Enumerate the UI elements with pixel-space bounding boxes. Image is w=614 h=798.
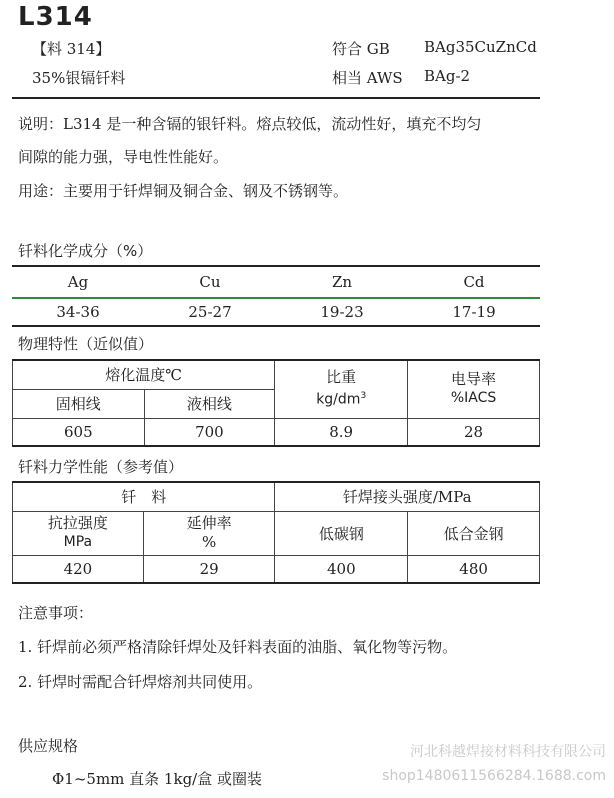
mechanical-table: [12, 481, 540, 584]
watermark-shop: shop1480611566284.1688.com: [382, 768, 606, 784]
composition-value-zn: 19-23: [276, 298, 408, 326]
liquidus-value: 700: [144, 418, 275, 446]
solidus-header: 固相线: [13, 389, 145, 418]
supply-heading: 供应规格: [18, 737, 79, 755]
conductivity-header: [408, 360, 540, 418]
header-divider: [12, 97, 540, 99]
density-header: [275, 360, 408, 418]
composition-header-zn: Zn: [276, 266, 408, 298]
composition-header-ag: Ag: [12, 266, 144, 298]
gb-value: BAg35CuZnCd: [424, 38, 537, 56]
note-item-1: 1. 钎焊前必须严格清除钎焊处及钎料表面的油脂、氧化物等污物。: [18, 638, 458, 656]
composition-heading: 钎料化学成分（%）: [18, 242, 153, 260]
melt-temp-header: 熔化温度℃: [13, 360, 275, 389]
composition-header-cd: Cd: [408, 266, 540, 298]
solidus-value: 605: [13, 418, 145, 446]
usage-text: 用途：主要用于钎焊铜及铜合金、钢及不锈钢等。: [18, 182, 349, 200]
composition-value-cd: 17-19: [408, 298, 540, 326]
product-code: 【料 314】: [32, 40, 111, 58]
joint-strength-header: 钎焊接头强度/MPa: [275, 482, 540, 511]
tensile-label: 抗拉强度: [47, 514, 108, 532]
tensile-header: [13, 511, 144, 555]
low-alloy-value: 480: [408, 555, 540, 583]
filler-header: 钎 料: [13, 482, 275, 511]
elongation-unit: %: [201, 533, 217, 551]
density-value: 8.9: [275, 418, 408, 446]
physical-heading: 物理特性（近似值）: [18, 335, 154, 353]
density-label: 比重: [326, 368, 357, 387]
product-name: 35%银镉钎料: [32, 69, 126, 87]
tensile-value: 420: [13, 555, 144, 583]
product-title: L314: [18, 2, 93, 32]
low-alloy-header: 低合金钢: [408, 511, 540, 555]
composition-header-cu: Cu: [144, 266, 276, 298]
supply-spec: Φ1~5mm 直条 1kg/盒 或圈装: [52, 770, 262, 788]
gb-label: 符合 GB: [332, 40, 390, 58]
composition-table: [12, 265, 540, 327]
physical-table: [12, 359, 540, 447]
elongation-header: [143, 511, 275, 555]
liquidus-header: 液相线: [144, 389, 275, 418]
description-line-1: 说明：L314 是一种含镉的银钎料。熔点较低，流动性好，填充不均匀: [18, 115, 482, 133]
conductivity-value: 28: [408, 418, 540, 446]
description-line-2: 间隙的能力强，导电性性能好。: [18, 148, 229, 166]
watermark-company: 河北科越焊接材料科技有限公司: [410, 744, 606, 760]
mechanical-heading: 钎料力学性能（参考值）: [18, 458, 184, 476]
composition-value-cu: 25-27: [144, 298, 276, 326]
conductivity-unit: %IACS: [450, 390, 497, 407]
elongation-value: 29: [143, 555, 275, 583]
low-carbon-header: 低碳钢: [275, 511, 408, 555]
composition-value-ag: 34-36: [12, 298, 144, 326]
aws-value: BAg-2: [424, 67, 471, 85]
density-unit: $kg/dm^3$: [316, 391, 367, 409]
conductivity-label: 电导率: [451, 370, 497, 389]
notes-heading: 注意事项：: [18, 604, 94, 622]
aws-label: 相当 AWS: [332, 69, 403, 87]
low-carbon-value: 400: [275, 555, 408, 583]
note-item-2: 2. 钎焊时需配合钎焊熔剂共同使用。: [18, 673, 263, 691]
tensile-unit: MPa: [63, 534, 93, 550]
elongation-label: 延伸率: [186, 514, 232, 532]
